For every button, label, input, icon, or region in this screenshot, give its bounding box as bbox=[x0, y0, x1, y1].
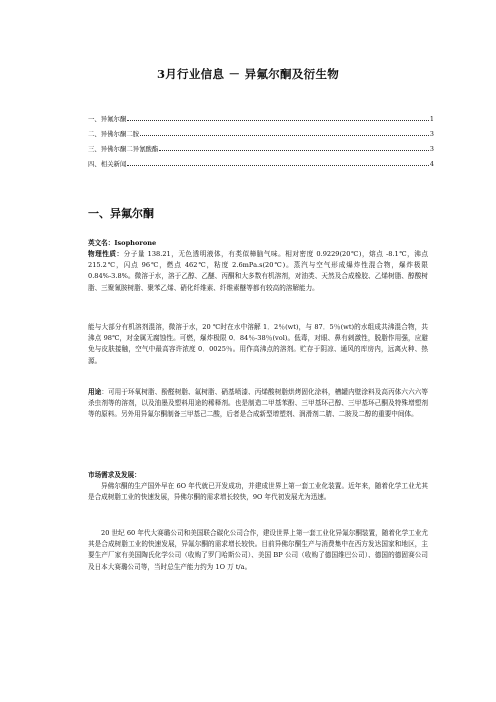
market-label: 市场需求及发展： bbox=[88, 471, 141, 479]
toc-item[interactable] bbox=[88, 144, 434, 159]
toc-item-page: 3 bbox=[429, 130, 434, 138]
physical-properties-text: 分子量 138.21，无色透明液体，有类似樟脑气味。相对密度 0.9229(20℃)，熔点 -8.1℃，沸点 215.2℃，闪点 96℃，燃点 462℃，粘度 2.6mPa.s(20℃)。蒸汽与空气形成爆炸性混合物，爆炸极限 0.84%-3.8%。微溶于水，溶于乙醇、乙醚、丙酮和大多数有机溶剂，对油类、天然及合成橡胶、乙烯树脂、醇酸树脂、三聚氰胺树脂、聚苯乙烯、硝化纤维素、纤维素醚等都有较高的溶解能力。 bbox=[88, 250, 429, 292]
english-name-paragraph bbox=[88, 238, 428, 249]
toc-leader-dots bbox=[127, 120, 429, 121]
uses-paragraph bbox=[88, 387, 428, 421]
history-paragraph bbox=[88, 528, 428, 573]
solubility-paragraph bbox=[88, 322, 428, 367]
toc-leader-dots bbox=[140, 135, 429, 136]
toc-item-page: 1 bbox=[429, 115, 434, 123]
toc-item-page: 3 bbox=[429, 145, 434, 153]
history-text: 20 世纪 60 年代大赛璐公司和美国联合碳化公司合作，建设世界上第一套工业化异氟尔酮装置，随着化学工业尤其是合成树脂工业的快速发展，异氟尔酮的需求增长较快。目前异佛尔酮生产与消费集中在西方发达国家和地区，主要生产厂家有美国陶氏化学公司（收购了罗门哈斯公司）、美国 BP 公司（收购了德国维巴公司）、德国的德固赛公司及日本大赛璐公司等，当时总生产能力约为 1O 万 t/a。 bbox=[88, 529, 428, 571]
market-paragraph bbox=[88, 481, 428, 503]
toc-item[interactable] bbox=[88, 114, 434, 129]
table-of-contents bbox=[88, 114, 434, 174]
physical-properties-label: 物理性质： bbox=[88, 250, 124, 258]
toc-leader-dots bbox=[159, 150, 429, 151]
solubility-text: 能与大部分有机溶剂混溶，微溶于水，20 ℃时在水中溶解 1．2％(wt)，与 87．5％(wt)的水组成共沸混合物，共沸点 98℃，对金属无腐蚀性。可燃，爆炸极限 0．84％-38％(vol)。低毒，对眼、鼻有刺激性，脱脂作用强，应避免与皮肤接触，空气中最高容许浓度 0．0025％。用作高沸点的溶剂。贮存于阴凉、通风的库房内，远离火种、热源。 bbox=[88, 323, 428, 365]
english-name-label: 英文名： bbox=[88, 239, 115, 247]
uses-label: 用途 bbox=[88, 388, 102, 396]
physical-properties-paragraph bbox=[88, 249, 428, 294]
english-name-value: Isophorone bbox=[114, 239, 157, 247]
market-text: 异佛尔酮的生产国外早在 6O 年代就已开发成功，并建成世界上第一套工业化装置。近年来，随着化学工业尤其是合成树脂工业的快速发展，异佛尔酮的需求增长较快，9O 年代初发展尤为迅速。 bbox=[88, 482, 428, 502]
toc-item-label: 二、异佛尔酮二胺 bbox=[88, 130, 140, 138]
toc-item-label: 四、相关新闻 bbox=[88, 160, 127, 168]
section-heading: 一、异氟尔酮 bbox=[88, 207, 154, 220]
toc-item-label: 一、异氟尔酮 bbox=[88, 115, 127, 123]
toc-item-label: 三、异佛尔酮二异氰酸酯 bbox=[88, 145, 159, 153]
toc-item[interactable] bbox=[88, 159, 434, 174]
toc-leader-dots bbox=[127, 165, 429, 166]
toc-item[interactable] bbox=[88, 129, 434, 144]
document-title: 3月行业信息 － 异氟尔酮及衍生物 bbox=[156, 67, 340, 81]
toc-item-page: 4 bbox=[429, 160, 434, 168]
uses-text: ：可用于环氧树脂、酚醛树脂、氟树脂、硝基喷漆、丙烯酸树脂烘烤固化涂料，槽罐内壁涂料及高丙体六六六等杀虫剂等的溶剂，以及油墨及塑料用途的稀释剂。也是制造二甲基苯酚、三甲基环己醇、三甲基环己酮及特殊增塑剂等的原料。另外用异氟尔酮制备三甲基己二酸，后者是合成新型增塑剂、润滑剂二腈、二胺及二醇的重要中间体。 bbox=[88, 388, 429, 419]
market-heading bbox=[88, 470, 428, 481]
